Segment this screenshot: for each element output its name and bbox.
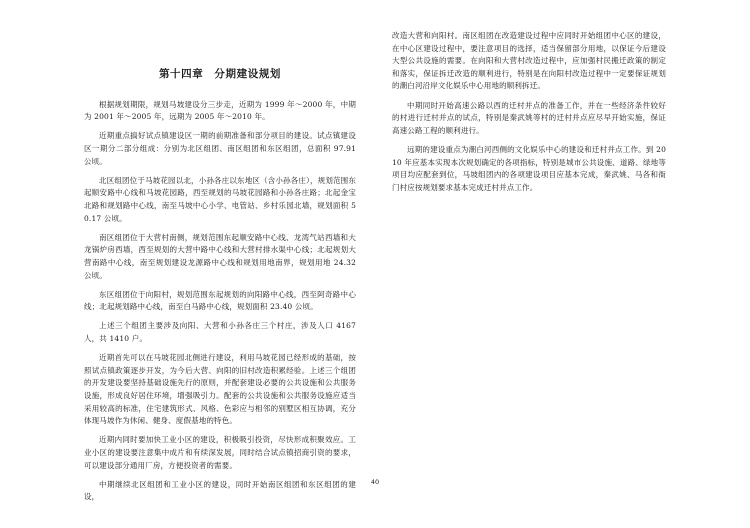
paragraph: 中期继续北区组团和工业小区的建设，同时开始南区组团和东区组团的建设， <box>84 479 356 502</box>
paragraph: 根据规划期限，规划马坡建设分三步走，近期为 1999 年～2000 年，中期为 2001 年～2005 年，远期为 2005 年～2010 年。 <box>84 99 356 122</box>
chapter-title: 第十四章 分期建设规划 <box>158 68 282 80</box>
paragraph: 中期同时开始高速公路以西的迁村并点的准备工作，并在一些经济条件较好的村进行迁村并点的试点，特别是秦武姚等村的迁村并点应尽早开始实施，保证高速公路工程的顺利进行。 <box>392 100 666 135</box>
paragraph: 远期的建设重点为潮白河西侧的文化娱乐中心的建设和迁村并点工作。到 2010 年应基本实现本次规划确定的各项指标，特别是城市公共设施、道路、绿地等项目均应配套到位，马坡组团内的各项建设项目应基本完成，秦武姚、马各和衙门村应按规划要求基本完成迁村并点工作。 <box>392 144 666 192</box>
paragraph: 改造大营和向阳村。南区组团在改造建设过程中应同时开始组团中心区的建设，在中心区建设过程中，要注意项目的选择，适当保留部分用地，以保证今后建设大型公共设施的需要。在向阳和大营村改造过程中，应加强村民搬迁政策的制定和落实，保证拆迁改造的顺利进行，特别是在向阳村改造过程中一定要保证规划的潮白河沿岸文化娱乐中心用地的顺利拆迁。 <box>392 31 666 91</box>
paragraph: 近期重点搞好试点镇建设区一期的前期准备和部分项目的建设。试点镇建设区一期分二部分组成：分别为北区组团、南区组团和东区组团，总面积 97.91 公顷。 <box>84 131 356 166</box>
paragraph: 南区组团位于大营村南侧，规划范围东起顺安路中心线、龙湾气站西墙和大龙锅炉房西墙，西至规划的大营中路中心线和大营村排水渠中心线；北起规划大营南路中心线，南至规划建设龙源路中心线和规划用地南界，规划用地 24.32 公顷。 <box>84 232 356 280</box>
paragraph: 上述三个组团主要涉及向阳、大营和小孙各庄三个村庄，涉及人口 4167 人，共 1410 户。 <box>84 321 356 344</box>
paragraph: 东区组团位于向阳村，规划范围东起规划的向阳路中心线，西至阿奇路中心线；北起规划路中心线，南至白马路中心线，规划面积 23.40 公顷。 <box>84 289 356 312</box>
paragraph: 近期首先可以在马坡花园北侧进行建设，利用马坡花园已经形成的基础，按照试点镇政策逐步开发，为今后大营、向阳的旧村改造积累经验。上述三个组团的开发建设要坚持基础设施先行的原则，并配套建设必要的公共设施和公共服务设施，形成良好居住环境，增强吸引力。配套的公共设施和公共服务设施应适当采用较高的标准，住宅建筑形式、风格、色彩应与相邻的别墅区相互协调，充分体现马坡作为休闲、健身、度假基地的特色。 <box>84 353 356 426</box>
paragraph: 北区组团位于马坡花园以北，小孙各庄以东地区（含小孙各庄），规划范围东起顺安路中心线和马坡花园路，西至规划的马坡花园路和小孙各庄路；北起金宝北路和规划路中心线，南至马坡中心小学、电管站、乡村乐园北墙，规划面积 50.17 公顷。 <box>84 175 356 223</box>
left-column <box>84 0 356 511</box>
right-column <box>392 0 666 201</box>
paragraph: 近期内同时要加快工业小区的建设，积极吸引投资，尽快形成积聚效应。工业小区的建设要注意集中成片和有续深发展，同时结合试点镇招商引资的要求，可以建设部分通用厂房，方便投资者的需要。 <box>84 435 356 470</box>
page-number: 40 <box>370 478 380 486</box>
